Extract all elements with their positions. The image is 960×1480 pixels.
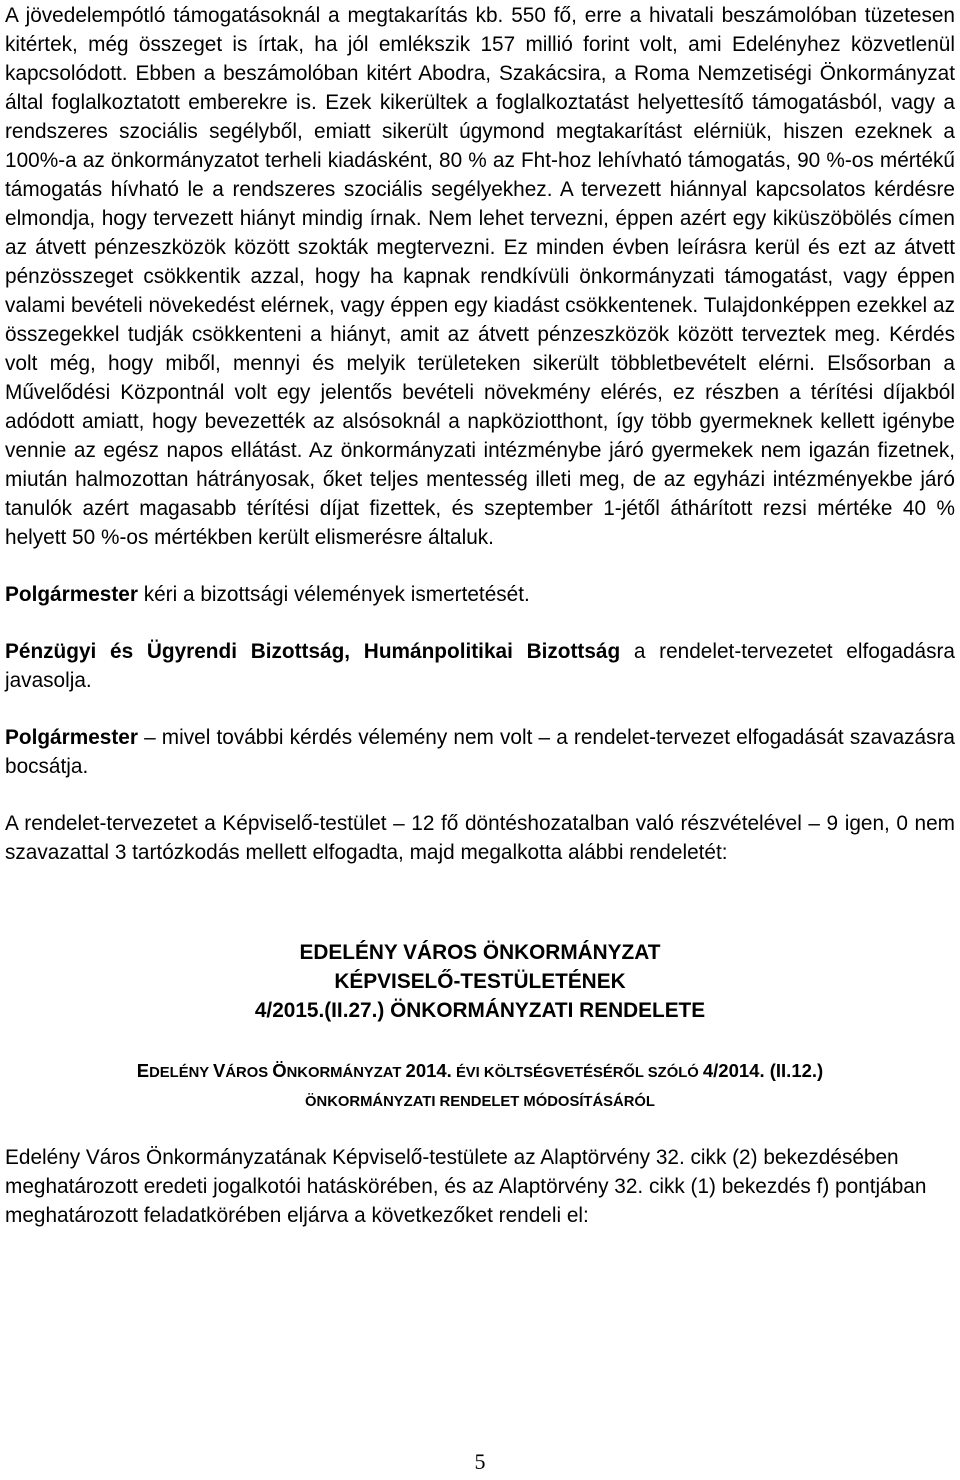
subtitle-part: V (213, 1060, 226, 1081)
page-number: 5 (474, 1449, 486, 1474)
subtitle-part: ÁROS (225, 1065, 273, 1081)
subtitle-part: 4/2014. (II.12.) (702, 1060, 824, 1081)
mayor-request-paragraph (5, 580, 955, 609)
decree-title-line-3: 4/2015.(II.27.) ÖNKORMÁNYZATI RENDELETE (254, 999, 706, 1022)
speaker-label: Polgármester (5, 583, 138, 606)
subtitle-part: DELÉNY (149, 1065, 213, 1081)
subtitle-part: ÉVI KÖLTSÉGVETÉSÉRŐL SZÓLÓ (451, 1065, 703, 1081)
subtitle-part: Ö (272, 1060, 287, 1081)
body-paragraph-main: A jövedelempótló támogatásoknál a megtakarítás kb. 550 fő, erre a hivatali beszámolóban tüzetesen kitértek, még összeget is írtak, ha jól emlékszik 157 millió forint volt, ami Edelényhez közvetlenül kapcsolódott. Ebben a beszámolóban kitért Abodra, Szakácsira, a Roma Nemzetiségi Önkormányzat által foglalkoztatott emberekre is. Ezek kikerültek a foglalkoztatást helyettesítő támogatásból, vagy a rendszeres szociális segélyből, emiatt sikerült úgymond megtakarítást elérniük, hiszen ezeknek a 100%-a az önkormányzatot terheli kiadásként, 80 % az Fht-hoz lehívható támogatás, 90 %-os mértékű támogatás hívható le a rendszeres szociális segélyekhez. A tervezett hiánnyal kapcsolatos kérdésre elmondja, hogy tervezett hiányt mindig írnak. Nem lehet tervezni, éppen azért egy kiküszöbölés címen az átvett pénzeszközök között szokták megtervezni. Ez minden évben leírásra kerül és ezt az átvett pénzösszeget csökkentik azzal, hogy ha kapnak rendkívüli önkormányzati támogatást, vagy éppen valami bevételi növekedést elérnek, vagy éppen egy kiadást csökkentenek. Tulajdonképpen ezekkel az összegekkel tudják csökkenteni a hiányt, amit az átvett pénzeszközök között terveztek meg. Kérdés volt még, hogy miből, mennyi és melyik területeken sikerült többletbevételt elérni. Elsősorban a Művelődési Központnál volt egy jelentős bevételi növekmény elérés, ez részben a térítési díjakból adódott amiatt, hogy bevezették az alsósoknál a napköziotthont, így több gyermeknek kellett igénybe vennie az egész napos ellátást. Az önkormányzati intézménybe járó gyermekek nem igazán fizetnek, miután halmozottan hátrányosak, őket teljes mentesség illeti meg, de az egyházi intézményekbe járó tanulók azért magasabb térítési díjat fizettek, és szeptember 1-jétől áthárított rezsi mértéke 40 % helyett 50 %-os mértékben került elismerésre általuk. (5, 4, 955, 549)
mayor-request-text: kéri a bizottsági vélemények ismertetését. (137, 583, 530, 606)
decree-title-line-2: KÉPVISELŐ-TESTÜLETÉNEK (334, 970, 626, 993)
mayor-vote-text: – mivel további kérdés vélemény nem volt – a rendelet-tervezet elfogadását szavazásra bocsátja. (5, 726, 955, 778)
preamble-paragraph: Edelény Város Önkormányzatának Képviselő-testülete az Alaptörvény 32. cikk (2) bekezdésében meghatározott eredeti jogalkotói hatáskörében, és az Alaptörvény 32. cikk (1) bekezdés f) pontjában meghatározott feladatkörében eljárva a következőket rendeli el: (5, 1146, 927, 1227)
subtitle-part: NKORMÁNYZAT (286, 1065, 406, 1081)
committee-opinion-paragraph (5, 637, 955, 695)
subtitle-part: 2014. (405, 1060, 452, 1081)
decree-subtitle-line-2: ÖNKORMÁNYZATI RENDELET MÓDOSÍTÁSÁRÓL (305, 1094, 655, 1110)
document-page (5, 0, 955, 1480)
speaker-label: Polgármester (5, 726, 138, 749)
decree-title-line-1: EDELÉNY VÁROS ÖNKORMÁNYZAT (299, 941, 661, 964)
mayor-vote-paragraph (5, 723, 955, 781)
committee-opinion-text: a rendelet-tervezetet elfogadásra javasolja. (5, 640, 955, 692)
decree-title (5, 938, 955, 1025)
decree-subtitle (5, 1056, 955, 1088)
vote-result-paragraph: A rendelet-tervezetet a Képviselő-testület – 12 fő döntéshozatalban való részvételével – 9 igen, 0 nem szavazattal 3 tartózkodás mellett elfogadta, majd megalkotta alábbi rendeletét: (5, 812, 955, 864)
committee-names: Pénzügyi és Ügyrendi Bizottság, Humánpolitikai Bizottság (5, 640, 621, 663)
subtitle-part: E (136, 1060, 150, 1081)
